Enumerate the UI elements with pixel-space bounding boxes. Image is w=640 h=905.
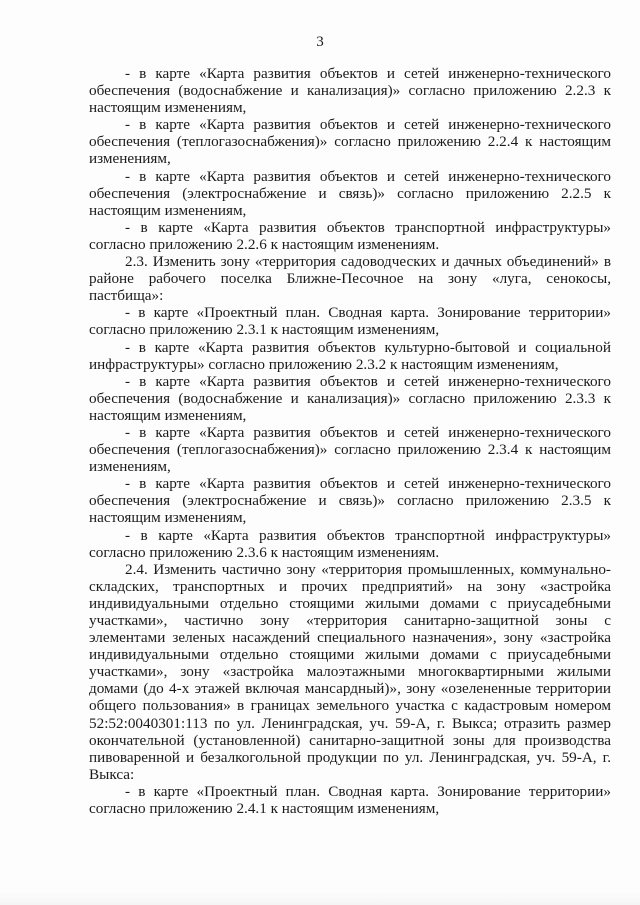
paragraph-section-2-3: 2.3. Изменить зону «территория садоводческих и дачных объединений» в районе рабочего поселка Ближне-Песочное на зону «луга, сенокосы, пастбища»: [89,253,611,305]
paragraph-2-4-1: - в карте «Проектный план. Сводная карта. Зонирование территории» согласно приложению 2.4.1 к настоящим изменениям, [89,782,611,818]
paragraph-2-2-4: - в карте «Карта развития объектов и сетей инженерно-технического обеспечения (теплогазоснабжения)» согласно приложению 2.2.4 к настоящим изменениям, [89,116,611,168]
paragraph-2-2-6: - в карте «Карта развития объектов транспортной инфраструктуры» согласно приложению 2.2.6 к настоящим изменениям. [89,218,611,253]
paragraph-2-2-5: - в карте «Карта развития объектов и сетей инженерно-технического обеспечения (электроснабжение и связь)» согласно приложению 2.2.5 к настоящим изменениям, [89,167,611,219]
paragraph-section-2-4: 2.4. Изменить частично зону «территория промышленных, коммунально-складских, транспортных и прочих предприятий» на зону «застройка индивидуальными отдельно стоящими жилыми домами с приусадебными участками», частично зону «территория санитарно-защитной зоны с элементами зеленых насаждений специального назначения», зону «застройка индивидуальными отдельно стоящими жилыми домами с приусадебными участками», зону «застройка малоэтажными многоквартирными жилыми домами (до 4-х этажей включая мансардный)», зону «озелененные территории общего пользования» в границах земельного участка с кадастровым номером 52:52:0040301:113 по ул. Ленинградская, уч. 59-А, г. Выкса; отразить размер окончательной (установленной) санитарно-защитной зоны для производства пивоваренной и безалкогольной продукции по ул. Ленинградская, уч. 59-А, г. Выкса: [89,560,611,783]
paragraph-2-3-6: - в карте «Карта развития объектов транспортной инфраструктуры» согласно приложению 2.3.6 к настоящим изменениям. [89,526,611,561]
paragraph-2-3-1: - в карте «Проектный план. Сводная карта. Зонирование территории» согласно приложению 2.3.1 к настоящим изменениям, [89,304,611,339]
scan-edge [0,891,640,905]
document-body [89,65,611,817]
paragraph-2-3-3: - в карте «Карта развития объектов и сетей инженерно-технического обеспечения (водоснабжение и канализация)» согласно приложению 2.3.3 к настоящим изменениям, [89,372,611,424]
paragraph-2-3-4: - в карте «Карта развития объектов и сетей инженерно-технического обеспечения (теплогазоснабжения)» согласно приложению 2.3.4 к настоящим изменениям, [89,423,611,476]
paragraph-2-3-5: - в карте «Карта развития объектов и сетей инженерно-технического обеспечения (электроснабжение и связь)» согласно приложению 2.3.5 к настоящим изменениям, [89,475,611,527]
paragraph-2-3-2: - в карте «Карта развития объектов культурно-бытовой и социальной инфраструктуры» согласно приложению 2.3.2 к настоящим изменениям, [89,338,611,373]
page-number: 3 [316,34,324,50]
paragraph-2-2-3: - в карте «Карта развития объектов и сетей инженерно-технического обеспечения (водоснабжение и канализация)» согласно приложению 2.2.3 к настоящим изменениям, [89,65,611,117]
